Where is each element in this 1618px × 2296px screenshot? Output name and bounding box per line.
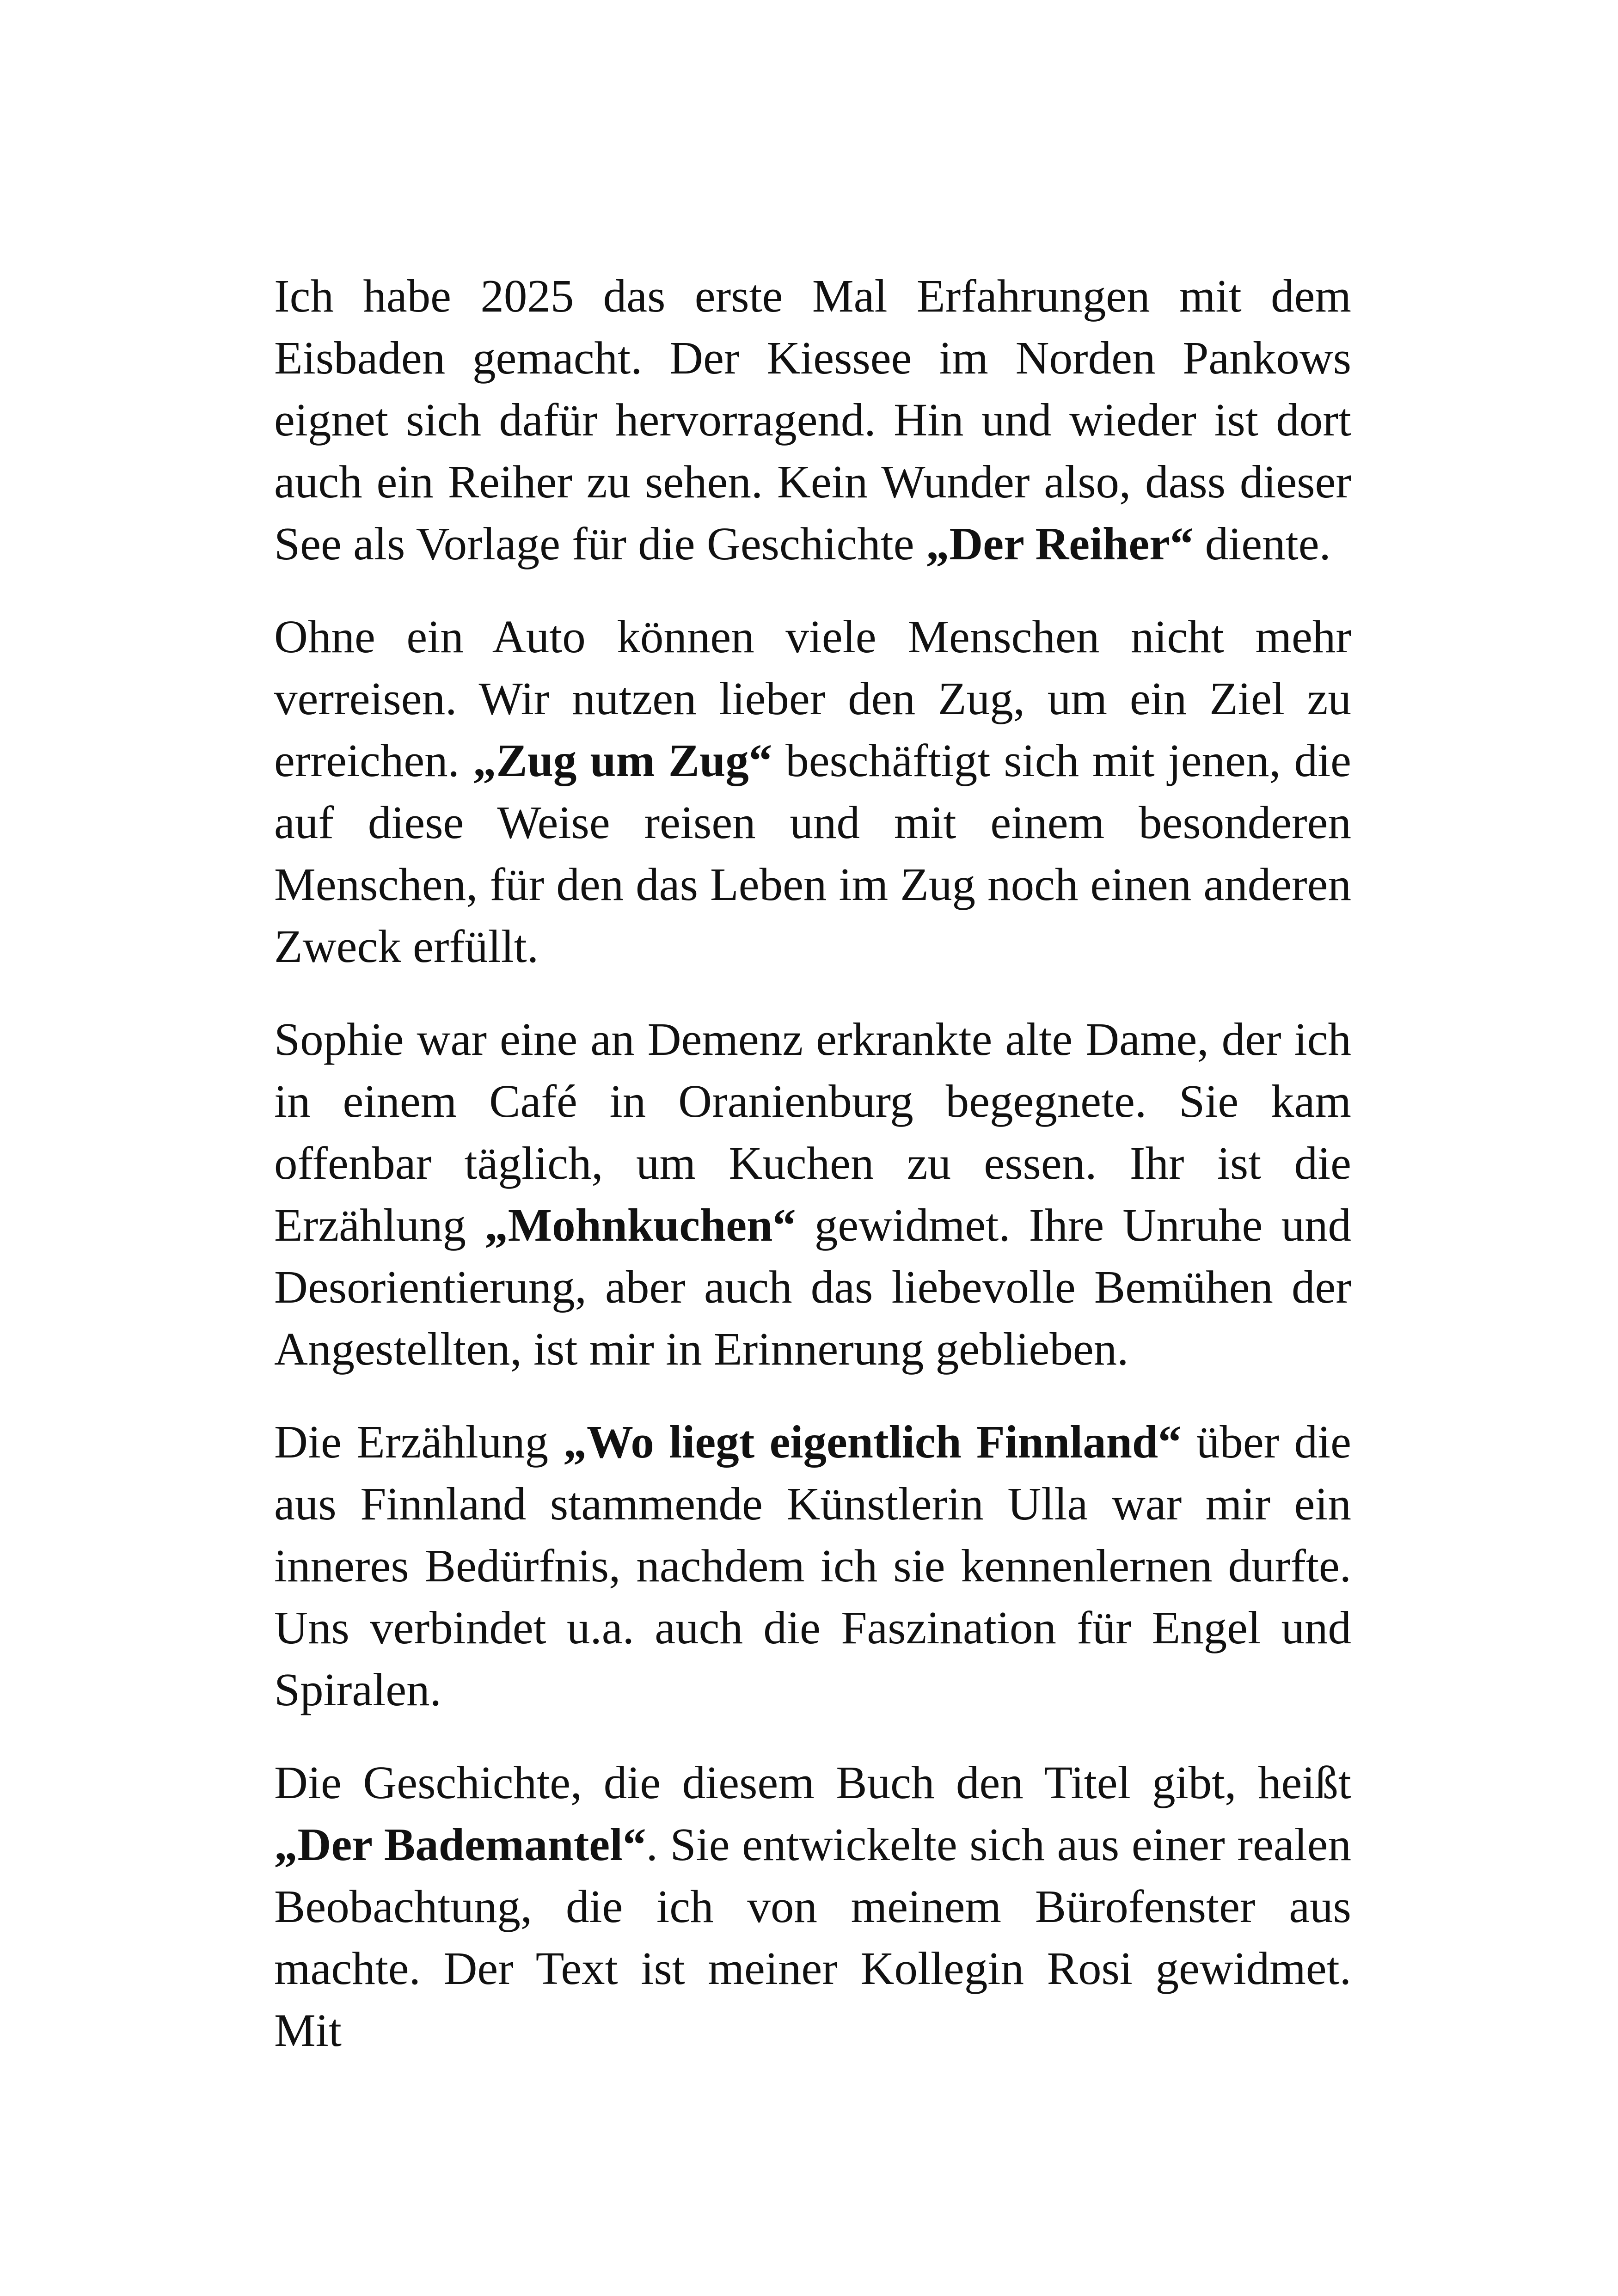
paragraph-text: beschäftigt sich mit jenen, die auf diese Weise reisen und mit einem besonderen Menschen, für den das Leben im Zug noch einen anderen Zweck erfüllt.: [274, 735, 1352, 972]
paragraph-text: diente.: [1193, 518, 1331, 569]
paragraph-text: . Sie entwickelte sich aus einer realen Beobachtung, die ich von meinem Bürofenster aus machte. Der Text ist meiner Kollegin Rosi gewidmet. Mit: [274, 1818, 1352, 2056]
paragraph-mohnkuchen: [274, 1008, 1351, 1380]
paragraph-text: über die aus Finnland stammende Künstlerin Ulla war mir ein inneres Bedürfnis, nachdem ich sie kennenlernen durfte. Uns verbindet u.a. auch die Faszination für Engel und Spiralen.: [274, 1416, 1351, 1715]
paragraph-text: Sophie war eine an Demenz erkrankte alte Dame, der ich in einem Café in Oranienburg begegnete. Sie kam offenbar täglich, um Kuchen zu essen. Ihr ist die Erzählung: [274, 1013, 1351, 1251]
story-title-der-bademantel: „Der Bademantel“: [274, 1818, 646, 1870]
paragraph-text: Ich habe 2025 das erste Mal Erfahrungen mit dem Eisbaden gemacht. Der Kiessee im Norden Pankows eignet sich dafür hervorragend. Hin und wieder ist dort auch ein Reiher zu sehen. Kein Wunder also, dass dieser See als Vorlage für die Geschichte: [274, 270, 1351, 569]
paragraph-text: Ohne ein Auto können viele Menschen nicht mehr verreisen. Wir nutzen lieber den Zug, um ein Ziel zu erreichen.: [274, 611, 1351, 786]
paragraph-text: gewidmet. Ihre Unruhe und Desorientierung, aber auch das liebevolle Bemühen der Angestellten, ist mir in Erinnerung geblieben.: [274, 1199, 1352, 1375]
paragraph-bademantel: [274, 1751, 1351, 2061]
story-title-wo-liegt-eigentlich-finnland: „Wo liegt eigentlich Finnland“: [563, 1416, 1182, 1468]
story-title-mohnkuchen: „Mohnkuchen“: [484, 1199, 796, 1251]
paragraph-text: Die Erzählung: [274, 1416, 564, 1468]
paragraph-text: Die Geschichte, die diesem Buch den Titel gibt, heißt: [274, 1757, 1351, 1808]
body-text: [274, 265, 1351, 2061]
story-title-zug-um-zug: „Zug um Zug“: [472, 735, 772, 786]
paragraph-reiher: [274, 265, 1351, 575]
paragraph-finnland: [274, 1411, 1351, 1720]
story-title-der-reiher: „Der Reiher“: [925, 518, 1194, 569]
paragraph-zug-um-zug: [274, 606, 1351, 977]
